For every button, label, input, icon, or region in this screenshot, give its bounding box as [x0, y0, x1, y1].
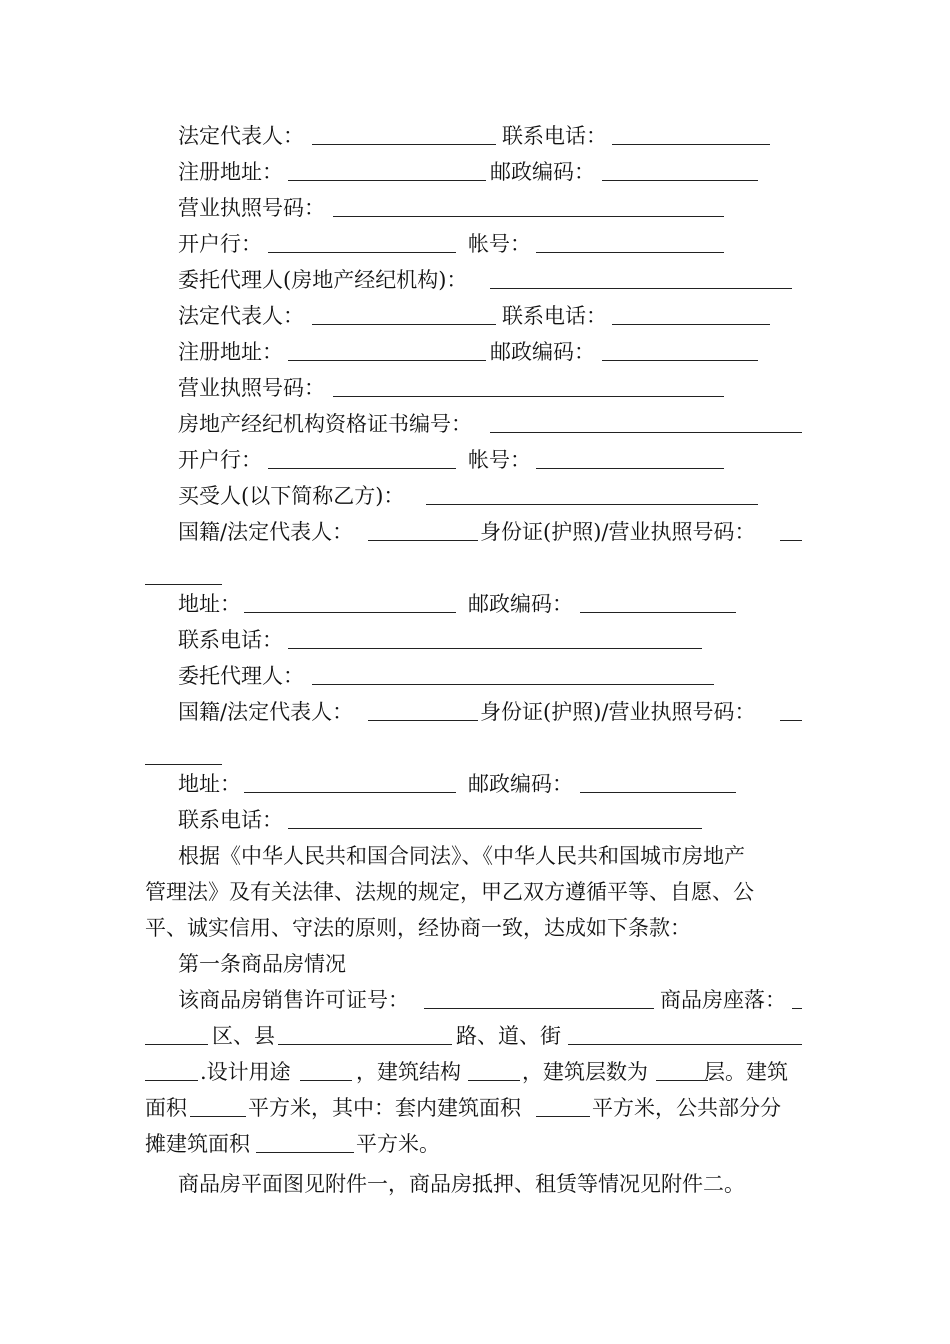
fill-in-blank[interactable]: [426, 504, 758, 505]
line-text: 国籍/法定代表人：: [178, 520, 354, 544]
line-text: 商品房平面图见附件一，商品房抵押、租赁等情况见附件二。: [178, 1172, 745, 1196]
fill-in-blank[interactable]: [368, 720, 478, 721]
contract-line: [0, 480, 950, 512]
fill-in-blank[interactable]: [612, 324, 770, 325]
contract-line: [0, 912, 950, 944]
fill-in-blank[interactable]: [145, 764, 222, 765]
contract-line: [0, 768, 950, 800]
contract-line: [0, 660, 950, 692]
line-text: 房地产经纪机构资格证书编号：: [178, 412, 472, 436]
line-text: 联系电话：: [502, 124, 607, 148]
line-text: 根据《中华人民共和国合同法》、《中华人民共和国城市房地产: [178, 844, 745, 868]
fill-in-blank[interactable]: [368, 540, 478, 541]
fill-in-blank[interactable]: [268, 252, 456, 253]
line-text: 平、诚实信用、守法的原则，经协商一致，达成如下条款：: [145, 916, 691, 940]
fill-in-blank[interactable]: [278, 1044, 452, 1045]
contract-line: [0, 408, 950, 440]
line-text: 身份证(护照)/营业执照号码：: [480, 520, 756, 544]
line-text: 管理法》及有关法律、法规的规定，甲乙双方遵循平等、自愿、公: [145, 880, 754, 904]
contract-line: [0, 1092, 950, 1124]
line-text: 营业执照号码：: [178, 376, 325, 400]
line-text: 地址：: [178, 592, 241, 616]
line-text: 帐号：: [468, 232, 531, 256]
line-text: 平方米，其中：套内建筑面积: [248, 1096, 521, 1120]
fill-in-blank[interactable]: [312, 324, 496, 325]
fill-in-blank[interactable]: [780, 720, 802, 721]
contract-line: [0, 1020, 950, 1052]
contract-line: [0, 1056, 950, 1088]
fill-in-blank[interactable]: [580, 792, 736, 793]
fill-in-blank[interactable]: [244, 792, 456, 793]
fill-in-blank[interactable]: [288, 360, 486, 361]
contract-line: [0, 1168, 950, 1200]
fill-in-blank[interactable]: [268, 468, 456, 469]
line-text: 国籍/法定代表人：: [178, 700, 354, 724]
fill-in-blank[interactable]: [536, 252, 724, 253]
fill-in-blank[interactable]: [780, 540, 802, 541]
contract-line: [0, 264, 950, 296]
line-text: 联系电话：: [178, 808, 283, 832]
line-text: 摊建筑面积: [145, 1132, 250, 1156]
fill-in-blank[interactable]: [568, 1044, 802, 1045]
fill-in-blank[interactable]: [288, 180, 486, 181]
line-text: 该商品房销售许可证号：: [178, 988, 409, 1012]
fill-in-blank[interactable]: [468, 1080, 520, 1081]
fill-in-blank[interactable]: [580, 612, 736, 613]
contract-line: [0, 516, 950, 548]
line-text: 开户行：: [178, 232, 262, 256]
line-text: 帐号：: [468, 448, 531, 472]
line-text: 联系电话：: [178, 628, 283, 652]
line-text: 平方米。: [356, 1132, 440, 1156]
line-text: 营业执照号码：: [178, 196, 325, 220]
fill-in-blank[interactable]: [612, 144, 770, 145]
line-text: 邮政编码：: [490, 160, 595, 184]
contract-line: [0, 948, 950, 980]
line-text: 委托代理人(房地产经纪机构)：: [178, 268, 468, 292]
line-text: 联系电话：: [502, 304, 607, 328]
fill-in-blank[interactable]: [536, 1116, 590, 1117]
fill-in-blank[interactable]: [300, 1080, 352, 1081]
contract-line: [0, 984, 950, 1016]
contract-line: [0, 372, 950, 404]
line-text: 身份证(护照)/营业执照号码：: [480, 700, 756, 724]
fill-in-blank[interactable]: [190, 1116, 246, 1117]
line-text: 邮政编码：: [468, 592, 573, 616]
line-text: 平方米，公共部分分: [592, 1096, 781, 1120]
line-text: 邮政编码：: [468, 772, 573, 796]
fill-in-blank[interactable]: [256, 1152, 354, 1153]
line-text: 区、县: [212, 1024, 275, 1048]
line-text: .设计用途: [200, 1060, 291, 1084]
contract-line: [0, 300, 950, 332]
line-text: ，建筑层数为: [522, 1060, 648, 1084]
line-text: 层。建筑: [704, 1060, 788, 1084]
fill-in-blank[interactable]: [244, 612, 456, 613]
fill-in-blank[interactable]: [288, 648, 702, 649]
fill-in-blank[interactable]: [424, 1008, 654, 1009]
contract-line: [0, 192, 950, 224]
contract-line: [0, 696, 950, 728]
line-text: 面积: [145, 1096, 187, 1120]
contract-line: [0, 156, 950, 188]
contract-line: [0, 840, 950, 872]
fill-in-blank[interactable]: [490, 432, 802, 433]
fill-in-blank[interactable]: [602, 360, 758, 361]
contract-line: [0, 876, 950, 908]
fill-in-blank[interactable]: [536, 468, 724, 469]
contract-line: [0, 336, 950, 368]
line-text: 法定代表人：: [178, 124, 304, 148]
line-text: 买受人(以下简称乙方)：: [178, 484, 405, 508]
fill-in-blank[interactable]: [656, 1080, 708, 1081]
contract-line: [0, 588, 950, 620]
contract-line: [0, 120, 950, 152]
line-text: 第一条商品房情况: [178, 952, 346, 976]
fill-in-blank[interactable]: [333, 216, 724, 217]
fill-in-blank[interactable]: [145, 584, 222, 585]
line-text: 地址：: [178, 772, 241, 796]
contract-line: [0, 228, 950, 260]
fill-in-blank[interactable]: [288, 828, 702, 829]
line-text: 邮政编码：: [490, 340, 595, 364]
fill-in-blank[interactable]: [602, 180, 758, 181]
fill-in-blank[interactable]: [312, 144, 496, 145]
line-text: 开户行：: [178, 448, 262, 472]
line-text: 委托代理人：: [178, 664, 304, 688]
fill-in-blank[interactable]: [792, 1008, 802, 1009]
line-text: ，建筑结构: [356, 1060, 461, 1084]
contract-line: [0, 624, 950, 656]
contract-line: [0, 444, 950, 476]
contract-line: [0, 804, 950, 836]
line-text: 注册地址：: [178, 340, 283, 364]
line-text: 商品房座落：: [660, 988, 786, 1012]
fill-in-blank[interactable]: [333, 396, 724, 397]
fill-in-blank[interactable]: [312, 684, 714, 685]
fill-in-blank[interactable]: [490, 288, 792, 289]
fill-in-blank[interactable]: [145, 1080, 198, 1081]
line-text: 路、道、街: [456, 1024, 561, 1048]
fill-in-blank[interactable]: [145, 1044, 208, 1045]
line-text: 注册地址：: [178, 160, 283, 184]
contract-line: [0, 1128, 950, 1160]
line-text: 法定代表人：: [178, 304, 304, 328]
